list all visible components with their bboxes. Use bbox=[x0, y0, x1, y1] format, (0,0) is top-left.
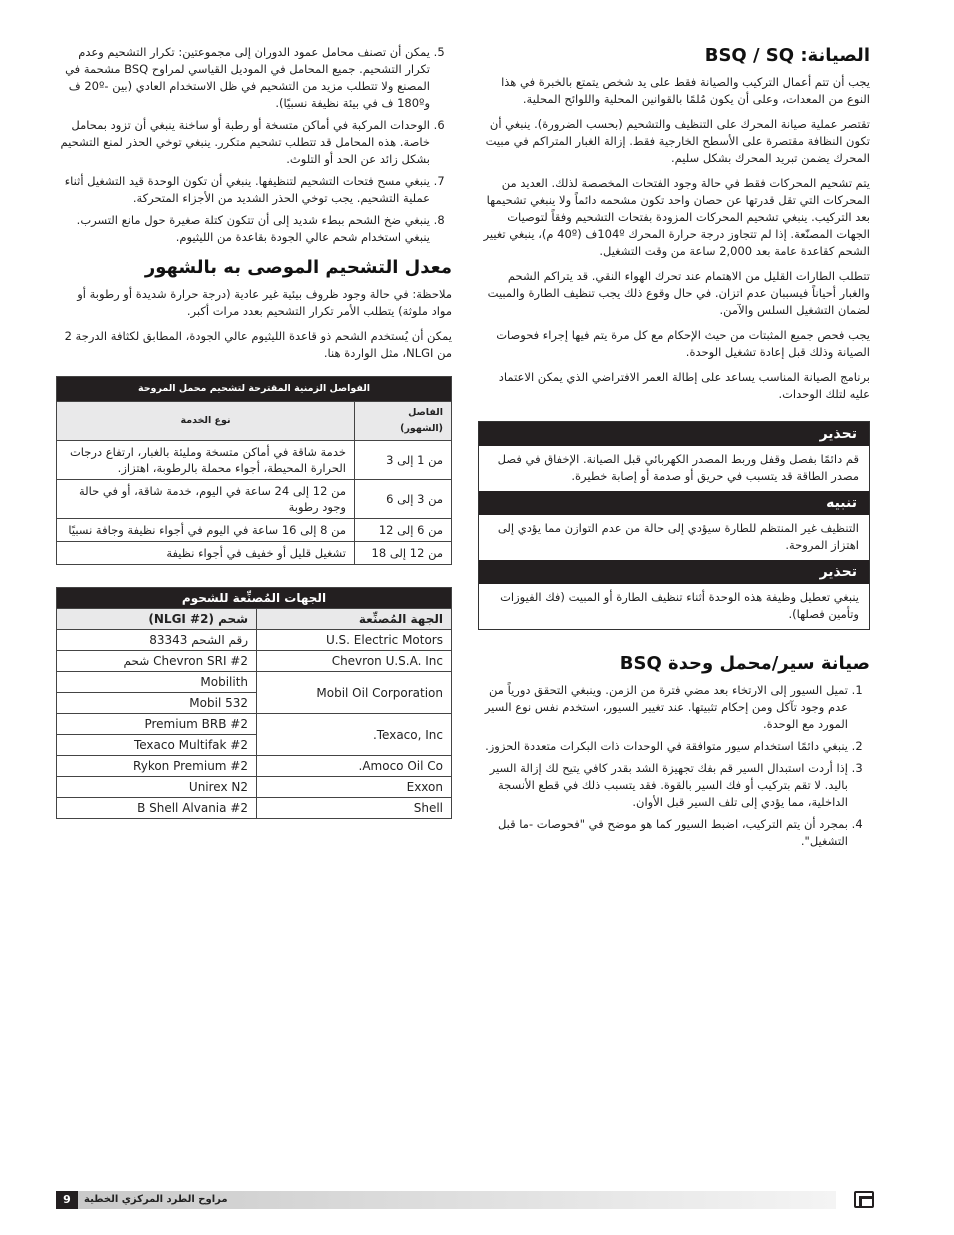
list-item: 1. تميل السيور إلى الارتخاء بعد مضي فترة من الزمن. وينبغي التحقق دورياً من عدم وجود تآكل ومن إحكام تثبيتها. عند تغيير السيور، استخدم نفس نوع السير المورد مع الوحدة. bbox=[478, 682, 848, 733]
grease-cell: Mobilith bbox=[57, 672, 257, 693]
maintenance-paragraph: يتم تشحيم المحركات فقط في حالة وجود الفتحات المخصصة لذلك. العديد من المحركات التي تقل قدرتها عن حصان واحد تكون مشحمه دائماً ولا ينبغي تشحيمها بعد التركيب. ينبغي تشحيم المحركات المزودة بفتحات التشحيم وفقاً لتوصيات الجهات المصنّعة. إذا لم تتجاوز درجة حرارة المحرك 104ºف (40º م)، ينبغي تغيير الشحم كقاعدة عامة بعد 2,000 ساعة من وقت التشغيل. bbox=[483, 176, 870, 258]
list-item: 7. ينبغي مسح فتحات التشحيم لتنظيفها. ينبغي أن تكون الوحدة قيد التشغيل أثناء عملية التشحيم. يجب توخي الحذر الشديد من الأجزاء المتحركة. bbox=[56, 173, 430, 207]
maintenance-paragraph: برنامج الصيانة المناسب يساعد على إطالة العمر الافتراضي الذي يمكن الاعتماد عليه لتلك الوحدات. bbox=[498, 370, 870, 401]
maintenance-paragraph: تقتصر عملية صيانة المحرك على التنظيف والتشحيم (بحسب الضرورة). ينبغي أن تكون النظافة مقتصرة على الأسطح الخارجية فقط. إزالة الغبار المتراكم في مبيت المحرك يضمن تبريد المحرك بشكل سليم. bbox=[485, 117, 870, 165]
grease-note-paragraph: يمكن أن يُستخدم الشحم ذو قاعدة الليثيوم عالي الجودة، المطابق لكثافة الدرجة 2 من NLGI، مثل الواردة هنا. bbox=[64, 329, 452, 360]
page-number: 9 bbox=[56, 1191, 78, 1209]
service-cell: من 12 إلى 24 ساعة في اليوم، خدمة شاقة، أو في حالة وجود رطوبة bbox=[57, 480, 355, 519]
interval-table bbox=[56, 376, 452, 565]
warning-box bbox=[478, 421, 870, 630]
belt-heading: صيانة سير/محمل وحدة BSQ bbox=[619, 653, 870, 674]
service-cell: تشغيل قليل أو خفيف في أجواء نظيفة bbox=[57, 542, 355, 565]
maintenance-paragraph: يجب فحص جميع المثبتات من حيث الإحكام مع كل مرة يتم فيها إجراء فحوصات الصيانة وذلك قبل إعادة تشغيل الوحدة. bbox=[496, 328, 870, 359]
right-column bbox=[478, 44, 870, 856]
interval-cell: من 12 إلى 18 bbox=[355, 542, 452, 565]
interval-col-header: الفاصل (الشهور) bbox=[355, 402, 452, 441]
grease-cell: B Shell Alvania #2 bbox=[57, 798, 257, 819]
interval-table-caption: الفواصل الزمنية المقترحة لتشحيم محمل المروحة bbox=[57, 377, 452, 402]
service-cell: من 8 إلى 16 ساعة في اليوم في أجواء نظيفة وجافة نسبيًا bbox=[57, 519, 355, 542]
table-row bbox=[57, 519, 452, 542]
interval-cell: من 3 إلى 6 bbox=[355, 480, 452, 519]
table-row bbox=[57, 651, 452, 672]
grease-cell: Premium BRB #2 bbox=[57, 714, 257, 735]
manufacturer-cell: Chevron U.S.A. Inc bbox=[257, 651, 452, 672]
belt-list bbox=[478, 682, 870, 850]
interval-cell: من 1 إلى 3 bbox=[355, 441, 452, 480]
grease-cell: Unirex N2 bbox=[57, 777, 257, 798]
table-row bbox=[57, 756, 452, 777]
manufacturer-cell: Exxon bbox=[257, 777, 452, 798]
list-item: 6. الوحدات المركبة في أماكن متسخة أو رطبة أو ساخنة ينبغي أن تزود بمحامل خاصة. هذه المحامل قد تتطلب تشحيم متكرر. ينبغي توخي الحذر لمنع التشحيم بشكل زائد عن الحد أو التلوث. bbox=[56, 117, 430, 168]
grease-cell: Mobil 532 bbox=[57, 693, 257, 714]
manufacturer-cell: Shell bbox=[257, 798, 452, 819]
manufacturer-cell: Texaco, Inc. bbox=[257, 714, 452, 756]
left-column bbox=[56, 44, 452, 819]
manufacturer-col-header: الجهة المُصنِّعة bbox=[257, 609, 452, 630]
maintenance-paragraphs bbox=[478, 74, 870, 403]
page-footer bbox=[56, 1191, 874, 1209]
table-row bbox=[57, 441, 452, 480]
grease-col-header: شحم (NLGI #2) bbox=[57, 609, 257, 630]
maintenance-paragraph: يجب أن تتم أعمال التركيب والصيانة فقط على يد شخص يتمتع بالخبرة في هذا النوع من المعدات، وعلى أن يكون مُلمًا بالقوانين المحلية واللوائح المحلية. bbox=[501, 75, 870, 106]
warning-text: قم دائمًا بفصل وقفل وربط المصدر الكهربائي قبل الصيانة. الإخفاق في فصل مصدر الطاقة قد يتسبب في حريق أو صدمة أو إصابة خطيرة. bbox=[497, 452, 859, 483]
grease-cell: Texaco Multifak #2 bbox=[57, 735, 257, 756]
list-item: 3. إذا أردت استبدال السير قم بفك تجهيزة الشد بقدر كافي يتيح لك إزالة السير باليد. لا تقم بتركيب أو فك السير بالقوة. فقد يتسبب ذلك في قطع الأنسجة الداخلية، مما يؤدي إلى تلف السير قبل الأوان. bbox=[478, 760, 848, 811]
table-row bbox=[57, 542, 452, 565]
lubrication-heading: معدل التشحيم الموصى به بالشهور bbox=[144, 257, 452, 278]
list-item: 4. بمجرد أن يتم التركيب، اضبط السيور كما هو موضح في "فحوصات -ما قبل التشغيل". bbox=[478, 816, 848, 850]
grease-cell: رقم الشحم 83343 bbox=[57, 630, 257, 651]
maintenance-heading: الصيانة: BSQ / SQ bbox=[704, 45, 870, 66]
list-item: 8. ينبغي ضخ الشحم ببطء شديد إلى أن تتكون كتلة صغيرة حول مانع التسرب. ينبغي استخدام شحم عالي الجودة بقاعدة من الليثيوم. bbox=[56, 212, 430, 246]
service-col-header: نوع الخدمة bbox=[57, 402, 355, 441]
warning-title-2: تحذير bbox=[479, 560, 869, 584]
manufacturer-cell: U.S. Electric Motors bbox=[257, 630, 452, 651]
table-row bbox=[57, 714, 452, 735]
table-row bbox=[57, 630, 452, 651]
table-row bbox=[57, 777, 452, 798]
note-paragraph: ملاحظة: في حالة وجود ظروف بيئية غير عادية (درجة حرارة شديدة أو رطوبة أو مواد ملوثة) يتطلب الأمر تكرار التشحيم بعدد مرات أكبر. bbox=[77, 287, 452, 318]
table-row bbox=[57, 672, 452, 693]
manufacturer-table-caption: الجهات المُصنِّعة للشحوم bbox=[57, 588, 452, 609]
grease-cell: Rykon Premium #2 bbox=[57, 756, 257, 777]
warning-title: تحذير bbox=[479, 422, 869, 446]
bearing-list bbox=[56, 44, 452, 246]
list-item: 5. يمكن أن تصنف محامل عمود الدوران إلى مجموعتين: تكرار التشحيم وعدم تكرار التشحيم. جميع المحامل في الموديل القياسي لمراوح BSQ مشحمة في المصنع ولا تتطلب مزيد من التشحيم في ظل الاستخدام العادي (بين -20º ف و180º ف في بيئة نظيفة نسبيًا). bbox=[56, 44, 430, 112]
table-row bbox=[57, 480, 452, 519]
table-row bbox=[57, 798, 452, 819]
grease-cell: Chevron SRI #2 شحم bbox=[57, 651, 257, 672]
list-item: 2. ينبغي دائمًا استخدام سيور متوافقة في الوحدات ذات البكرات متعددة الحزوز. bbox=[478, 738, 848, 755]
interval-cell: من 6 إلى 12 bbox=[355, 519, 452, 542]
caution-title: تنبيه bbox=[479, 491, 869, 515]
warning-text-2: ينبغي تعطيل وظيفة هذه الوحدة أثناء تنظيف الطارة أو المبيت (فك الفيوزات وتأمين فصلها). bbox=[500, 590, 859, 621]
brand-logo-icon bbox=[854, 1191, 874, 1208]
manufacturer-cell: Mobil Oil Corporation bbox=[257, 672, 452, 714]
manufacturer-table bbox=[56, 587, 452, 819]
maintenance-paragraph: تتطلب الطارات القليل من الاهتمام عند تحرك الهواء النقي. قد يتراكم الشحم والغبار أحياناً فيسببان عدم اتزان. في حال وقوع ذلك يجب تنظيف الطارة والمبيت لضمان التشغيل السلس والآمن. bbox=[487, 269, 870, 317]
manufacturer-cell: Amoco Oil Co. bbox=[257, 756, 452, 777]
footer-title: مراوح الطرد المركزي الخطية bbox=[84, 1194, 228, 1205]
caution-text: التنظيف غير المنتظم للطارة سيؤدي إلى حالة من عدم التوازن مما يؤدي إلى اهتزاز المروحة. bbox=[497, 521, 859, 552]
service-cell: خدمة شاقة في أماكن متسخة ومليئة بالغبار، ارتفاع درجات الحرارة المحيطة، أجواء محملة بالرطوبة، اهتزاز. bbox=[57, 441, 355, 480]
